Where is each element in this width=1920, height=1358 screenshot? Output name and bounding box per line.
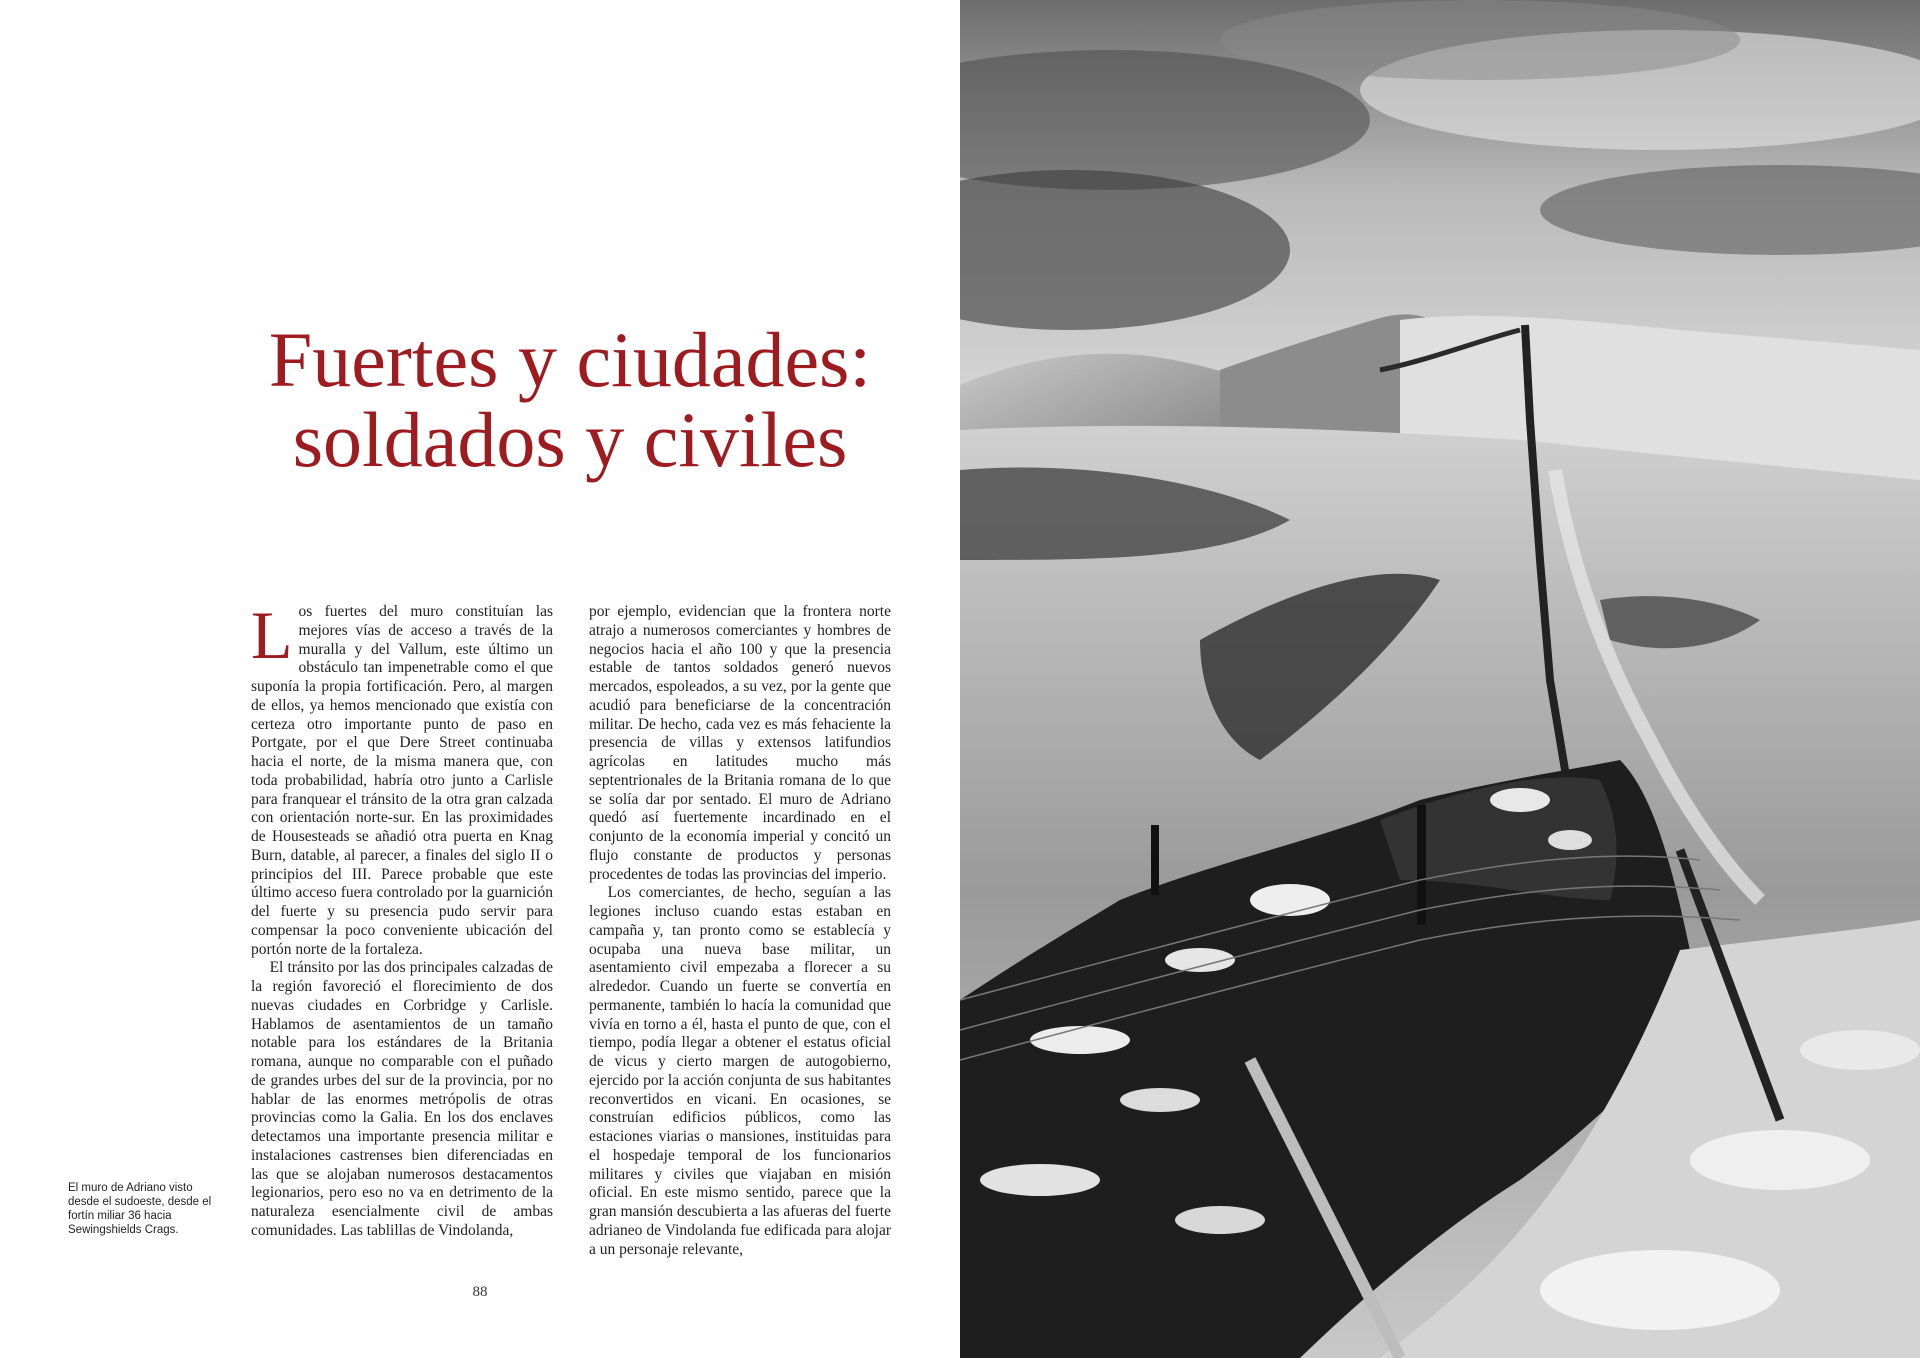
title-line-1: Fuertes y ciudades: — [268, 316, 872, 404]
paragraph: Los comerciantes, de hecho, seguían a las legiones incluso cuando estas estaban en campaña y, tan pronto como se establecía y ocupaba una nueva base militar, un asentamiento civil empezaba a florecer a su alrededor. Cuando un fuerte se convertía en permanente, también lo hacía la comunidad que vivía en torno a él, hasta el punto de que, con el tiempo, podía llegar a obtener el estatus oficial de vicus y cierto margen de autogobierno, ejercido por la acción conjunta de sus habitantes reconvertidos en vicani. En ocasiones, se construían edificios públicos, como las estaciones viarias o mansiones, instituidas para el hospedaje temporal de los funcionarios militares y civiles que viajaban en misión oficial. En este mismo sentido, parece que la gran mansión descubierta a las afueras del fuerte adrianeo de Vindolanda fue edificada para alojar a un personaje relevante, — [589, 884, 891, 1258]
text-column-2 — [589, 603, 891, 1259]
landscape-photo — [960, 0, 1920, 1358]
page-number: 88 — [472, 1284, 488, 1300]
paragraph — [251, 597, 553, 959]
article-title — [180, 316, 960, 484]
text-column-1 — [251, 597, 553, 1241]
photo-caption: El muro de Adriano visto desde el sudoeste, desde el fortín miliar 36 hacia Sewingshields Crags. — [68, 1182, 212, 1236]
drop-cap: L — [251, 597, 293, 673]
paragraph: por ejemplo, evidencian que la frontera norte atrajo a numerosos comerciantes y hombres de negocios hacia el año 100 y que la presencia estable de tantos soldados generó nuevos mercados, espoleados, a su vez, por la gente que acudió para beneficiarse de la concentración militar. De hecho, cada vez es más fehaciente la presencia de villas y extensos latifundios agrícolas en latitudes mucho más septentrionales de la Britania romana de lo que se solía dar por sentado. El muro de Adriano quedó así fuertemente incardinado en el conjunto de la economía imperial y concitó un flujo constante de productos y personas procedentes de todas las provincias del imperio. — [589, 603, 891, 883]
paragraph-text: os fuertes del muro constituían las mejores vías de acceso a través de la muralla y del Vallum, este último un obstáculo tan impenetrable como el que suponía la propia fortificación. Pero, al margen de ellos, ya hemos mencionado que existía con certeza otro importante punto de paso en Portgate, por el que Dere Street continuaba hacia el norte, de la misma manera que, con toda probabilidad, habría otro junto a Carlisle para franquear el tránsito de la otra gran calzada con orientación norte-sur. En las proximidades de Housesteads se añadió otra puerta en Knag Burn, datable, al parecer, a finales del siglo II o principios del III. Parece probable que este último acceso fuera controlado por la guarnición del fuerte y su presencia pudo servir para compensar la poco conveniente ubicación del portón norte de la fortaleza. — [251, 603, 553, 958]
hadrians-wall-photo — [960, 0, 1920, 1358]
title-line-2: soldados y civiles — [292, 396, 848, 484]
paragraph: El tránsito por las dos principales calzadas de la región favoreció el florecimiento de dos nuevas ciudades en Corbridge y Carlisle. Hablamos de asentamientos de un tamaño notable para los estándares de la Britania romana, aunque no comparable con el puñado de grandes urbes del sur de la provincia, por no hablar de las enormes metrópolis de otras provincias como la Galia. En los dos enclaves detectamos una importante presencia militar e instalaciones castrenses bien diferenciadas en las que se alojaban numerosos destacamentos legionarios, pero eso no va en detrimento de la naturaleza esencialmente civil de ambas comunidades. Las tablillas de Vindolanda, — [251, 959, 553, 1239]
